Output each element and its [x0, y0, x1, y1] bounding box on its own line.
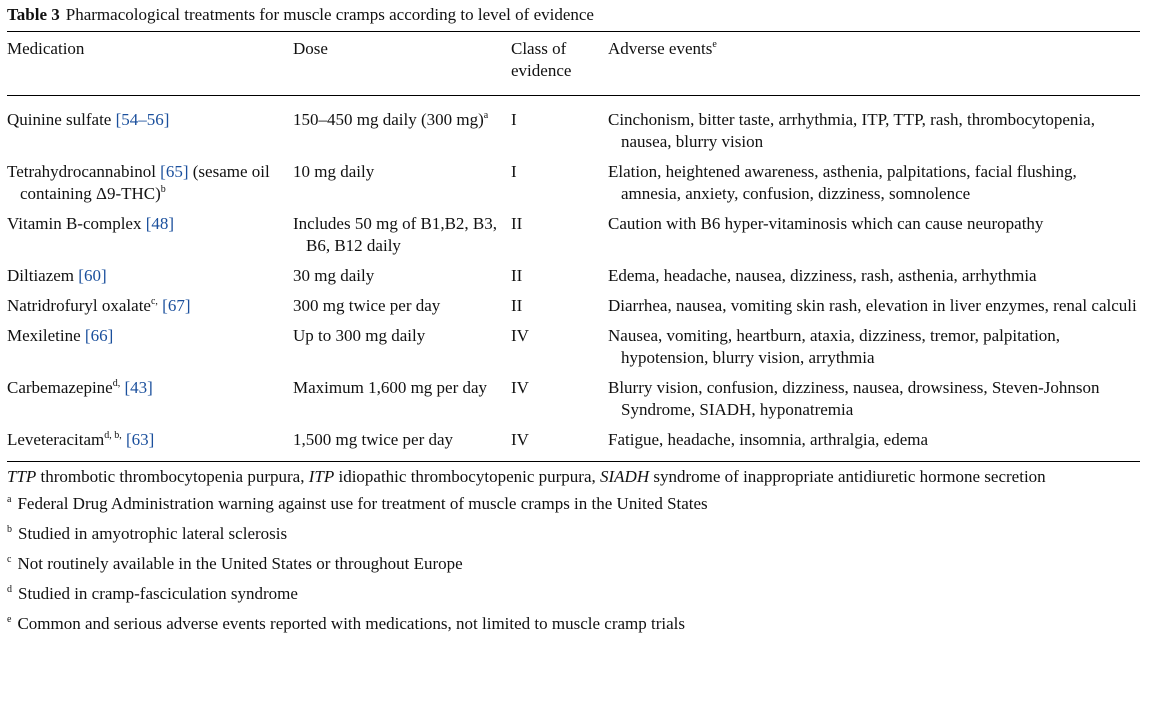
medication-name: Vitamin B-complex [7, 214, 142, 233]
dose-text: 150–450 mg daily (300 mg) [293, 110, 484, 129]
cell-class: II [511, 266, 523, 285]
medication-name: Tetrahydrocannabinol [7, 162, 156, 181]
medication-name: Quinine sulfate [7, 110, 112, 129]
header-class-line2: evidence [511, 61, 572, 80]
cell-class: II [511, 214, 523, 233]
abbr-definition: idiopathic thrombocytopenic purpura, [338, 467, 596, 486]
cell-dose [293, 96, 511, 162]
cell-medication [7, 96, 293, 162]
footnote-mark: e [7, 614, 12, 625]
cell-medication [7, 325, 293, 377]
header-medication: Medication [7, 39, 85, 58]
table-footer [7, 461, 1140, 635]
cell-class: IV [511, 326, 529, 345]
reference-link[interactable]: [66] [84, 326, 114, 345]
footnote-text: Common and serious adverse events reported with medications, not limited to muscle cramp trials [17, 614, 686, 633]
medication-footnote: b [160, 184, 166, 195]
table-row [7, 377, 1140, 429]
table-header-row [7, 32, 1140, 96]
table-row [7, 429, 1140, 459]
cell-class: I [511, 110, 517, 129]
reference-link[interactable]: [63] [125, 430, 155, 449]
footnote-text: Federal Drug Administration warning against use for treatment of muscle cramps in the United States [17, 494, 708, 513]
cell-medication [7, 295, 293, 325]
footnote-text: Not routinely available in the United States or throughout Europe [17, 554, 463, 573]
table-row [7, 213, 1140, 265]
medication-name: Natridrofuryl oxalate [7, 296, 151, 315]
cell-adverse: Caution with B6 hyper-vitaminosis which can cause neuropathy [608, 214, 1044, 233]
table-label: Table 3 [7, 5, 60, 24]
abbreviations-note [7, 465, 1140, 488]
footnote-d [7, 583, 1140, 605]
header-class-of-evidence [511, 32, 608, 96]
footnote-mark: b [7, 524, 12, 535]
medication-footnote: d, [112, 378, 121, 389]
cell-dose: 30 mg daily [293, 266, 375, 285]
footnote-mark: a [7, 494, 12, 505]
cell-dose: 1,500 mg twice per day [293, 430, 454, 449]
cell-dose: Maximum 1,600 mg per day [293, 378, 488, 397]
cell-dose: 300 mg twice per day [293, 296, 441, 315]
abbr-term: ITP [308, 467, 335, 486]
cell-class: I [511, 162, 517, 181]
document-page [7, 4, 1140, 643]
footnote-e [7, 613, 1140, 635]
treatments-table [7, 32, 1140, 459]
medication-footnote: d, b, [104, 430, 122, 441]
abbr-definition: thrombotic thrombocytopenia purpura, [40, 467, 305, 486]
cell-medication [7, 429, 293, 459]
reference-link[interactable]: [54–56] [115, 110, 170, 129]
cell-adverse: Cinchonism, bitter taste, arrhythmia, ITP, TTP, rash, thrombocytopenia, nausea, blurry vision [608, 110, 1095, 151]
medication-name: Carbemazepine [7, 378, 113, 397]
cell-class: IV [511, 430, 529, 449]
table-caption [7, 4, 1140, 26]
footnote-c [7, 553, 1140, 575]
medication-name: Diltiazem [7, 266, 75, 285]
cell-adverse: Edema, headache, nausea, dizziness, rash, asthenia, arrhythmia [608, 266, 1037, 285]
cell-dose: Includes 50 mg of B1,B2, B3, B6, B12 daily [293, 214, 497, 255]
table-row [7, 161, 1140, 213]
cell-class: IV [511, 378, 529, 397]
abbr-term: SIADH [600, 467, 650, 486]
reference-link[interactable]: [67] [162, 296, 191, 315]
reference-link[interactable]: [48] [145, 214, 175, 233]
table-title: Pharmacological treatments for muscle cramps according to level of evidence [65, 5, 594, 24]
medication-detail: (sesame oil containing Δ9-THC) [20, 162, 270, 203]
cell-adverse: Fatigue, headache, insomnia, arthralgia, edema [608, 430, 929, 449]
cell-class: II [511, 296, 523, 315]
footnote-a [7, 493, 1140, 515]
reference-link[interactable]: [43] [124, 378, 153, 397]
cell-medication [7, 377, 293, 429]
footnote-text: Studied in cramp-fasciculation syndrome [18, 584, 298, 603]
header-adverse-label: Adverse events [608, 39, 713, 58]
dose-footnote: a [483, 110, 489, 121]
table-row [7, 325, 1140, 377]
header-dose: Dose [293, 39, 328, 58]
footnote-mark: c [7, 554, 12, 565]
reference-link[interactable]: [65] [160, 162, 189, 181]
medication-name: Leveteracitam [7, 430, 105, 449]
cell-adverse: Elation, heightened awareness, asthenia, palpitations, facial flushing, amnesia, anxiety, confusion, dizziness, somnolence [608, 162, 1077, 203]
cell-adverse: Nausea, vomiting, heartburn, ataxia, dizziness, tremor, palpitation, hypotension, blurry vision, arrythmia [608, 326, 1061, 367]
footnote-text: Studied in amyotrophic lateral sclerosis [18, 524, 288, 543]
abbr-definition: syndrome of inappropriate antidiuretic hormone secretion [653, 467, 1046, 486]
abbr-term: TTP [7, 467, 37, 486]
footnote-b [7, 523, 1140, 545]
cell-adverse: Blurry vision, confusion, dizziness, nausea, drowsiness, Steven-Johnson Syndrome, SIADH, hyponatremia [608, 378, 1100, 419]
reference-link[interactable]: [60] [78, 266, 107, 285]
table-row [7, 295, 1140, 325]
table-row [7, 265, 1140, 295]
header-adverse-events [608, 32, 1140, 96]
footnote-mark: d [7, 584, 12, 595]
cell-dose: 10 mg daily [293, 162, 375, 181]
medication-name: Mexiletine [7, 326, 81, 345]
medication-footnote: c, [150, 296, 158, 307]
header-class-line1: Class of [511, 39, 567, 58]
cell-dose: Up to 300 mg daily [293, 326, 426, 345]
cell-medication [7, 213, 293, 265]
cell-adverse: Diarrhea, nausea, vomiting skin rash, elevation in liver enzymes, renal calculi [608, 296, 1137, 315]
table-row [7, 96, 1140, 162]
header-adverse-footnote: e [712, 39, 717, 50]
cell-medication [7, 161, 293, 213]
cell-medication [7, 265, 293, 295]
